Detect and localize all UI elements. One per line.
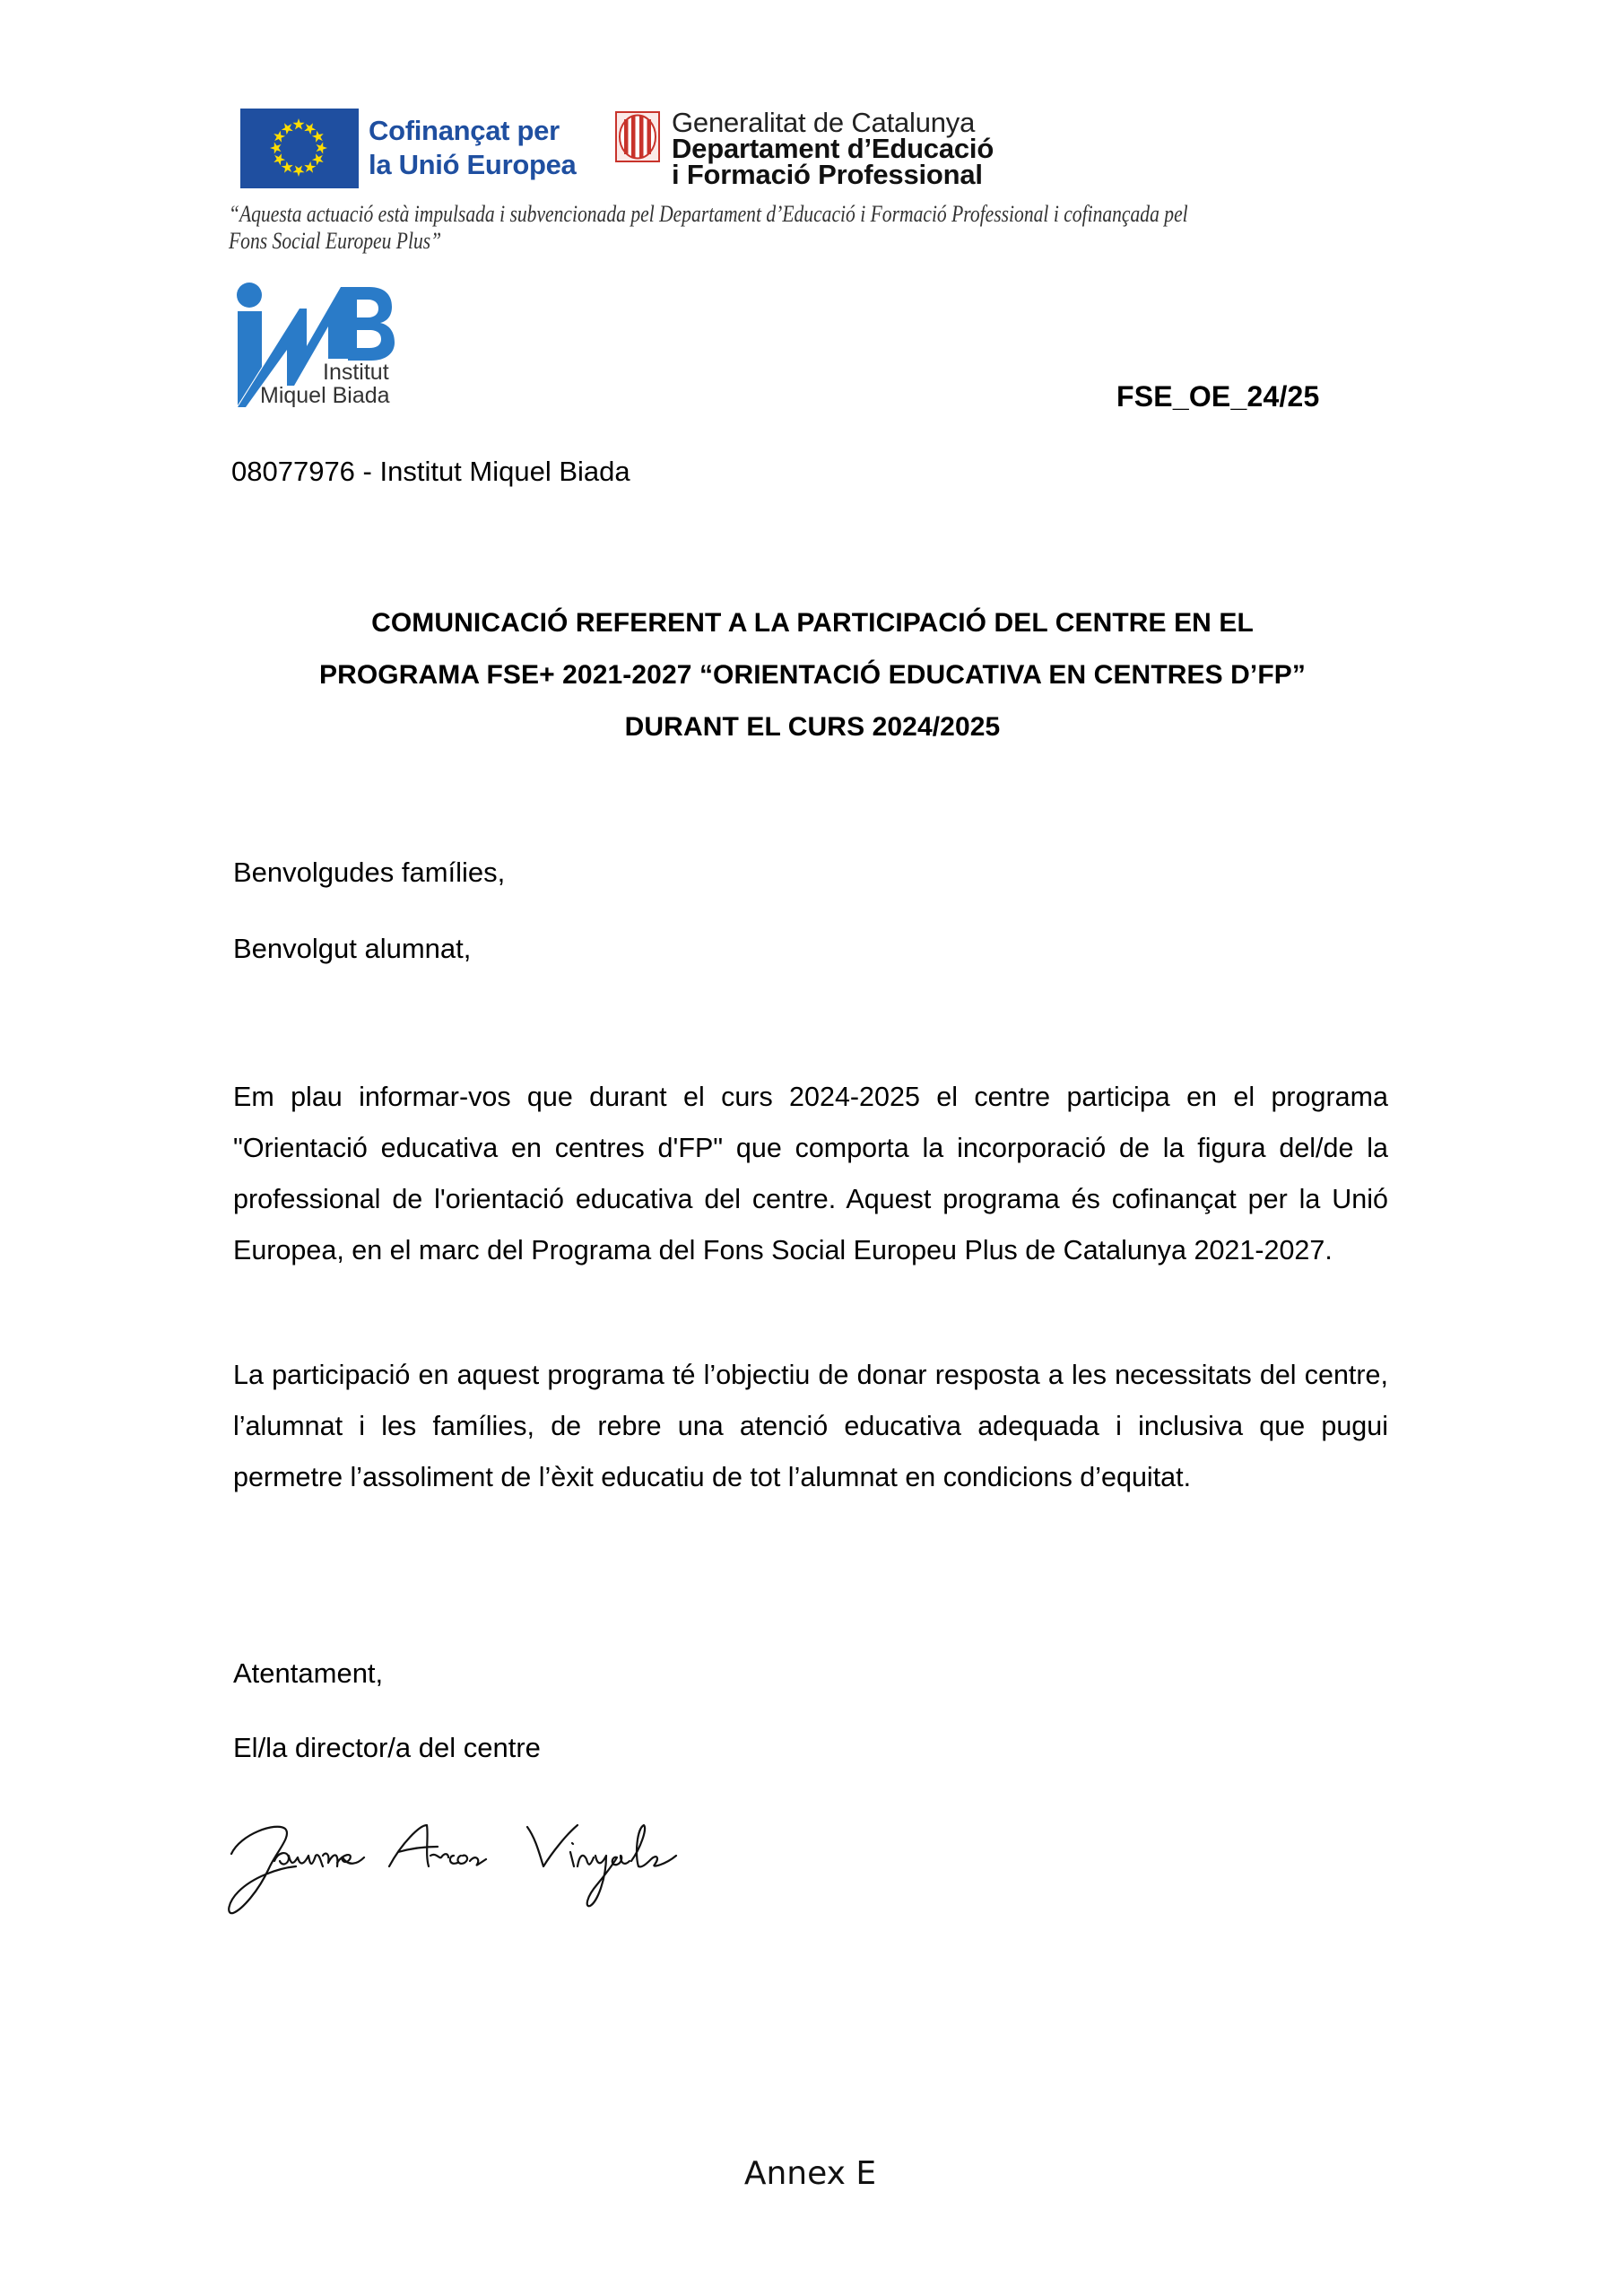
annex-label	[0, 2155, 1624, 2192]
imb-logo-institut: Institut	[323, 360, 389, 385]
title-line-1: COMUNICACIÓ REFERENT A LA PARTICIPACIÓ DEL CENTRE EN EL	[371, 608, 1254, 638]
greeting-students: Benvolgut alumnat,	[233, 933, 472, 964]
eu-stars-icon	[240, 109, 359, 188]
generalitat-label	[672, 107, 994, 190]
signer-role: El/la director/a del centre	[233, 1732, 541, 1763]
centre-id: 08077976 - Institut Miquel Biada	[231, 456, 630, 487]
annex-text: Annex E	[743, 2155, 877, 2192]
eu-flag-icon	[240, 109, 359, 188]
reference-code: FSE_OE_24/25	[1116, 380, 1320, 413]
document-title	[224, 597, 1401, 753]
catalan-emblem-icon	[615, 111, 660, 162]
eu-label-line1: Cofinançat per	[369, 115, 560, 146]
funding-note-line1: “Aquesta actuació està impulsada i subvencionada pel Departament d’Educació i Formació Professional i cofinançada pel	[229, 201, 1188, 227]
generalitat-line2: Departament d’Educació	[672, 133, 994, 164]
generalitat-line1: Generalitat de Catalunya	[672, 107, 976, 138]
closing-salutation: Atentament,	[233, 1657, 384, 1689]
imb-logo-name: Miquel Biada	[260, 383, 390, 408]
body-paragraph-1: Em plau informar-vos que durant el curs 2024-2025 el centre participa en el programa "Orientació educativa en centres d'FP" que comporta la incorporació de la figura del/de la professional de l'orientació educativa del centre. Aquest programa és cofinançat per la Unió Europea, en el marc del Programa del Fons Social Europeu Plus de Catalunya 2021-2027.	[233, 1082, 1388, 1265]
funding-note	[229, 201, 1494, 255]
greeting-families: Benvolgudes famílies,	[233, 857, 506, 888]
handwritten-signature	[222, 1816, 725, 1919]
generalitat-line3: i Formació Professional	[672, 159, 983, 190]
funding-note-line2: Fons Social Europeu Plus”	[229, 228, 442, 254]
title-line-2: PROGRAMA FSE+ 2021-2027 “ORIENTACIÓ EDUCATIVA EN CENTRES D’FP”	[319, 660, 1306, 690]
eu-cofinancing-label	[369, 114, 576, 182]
body-paragraph-2: La participació en aquest programa té l’objectiu de donar resposta a les necessitats del centre, l’alumnat i les famílies, de rebre una atenció educativa adequada i inclusiva que pugui permetre l’assoliment de l’èxit educatiu de tot l’alumnat en condicions d’equitat.	[233, 1360, 1388, 1492]
eu-label-line2: la Unió Europea	[369, 149, 577, 180]
title-line-3: DURANT EL CURS 2024/2025	[624, 712, 1001, 742]
